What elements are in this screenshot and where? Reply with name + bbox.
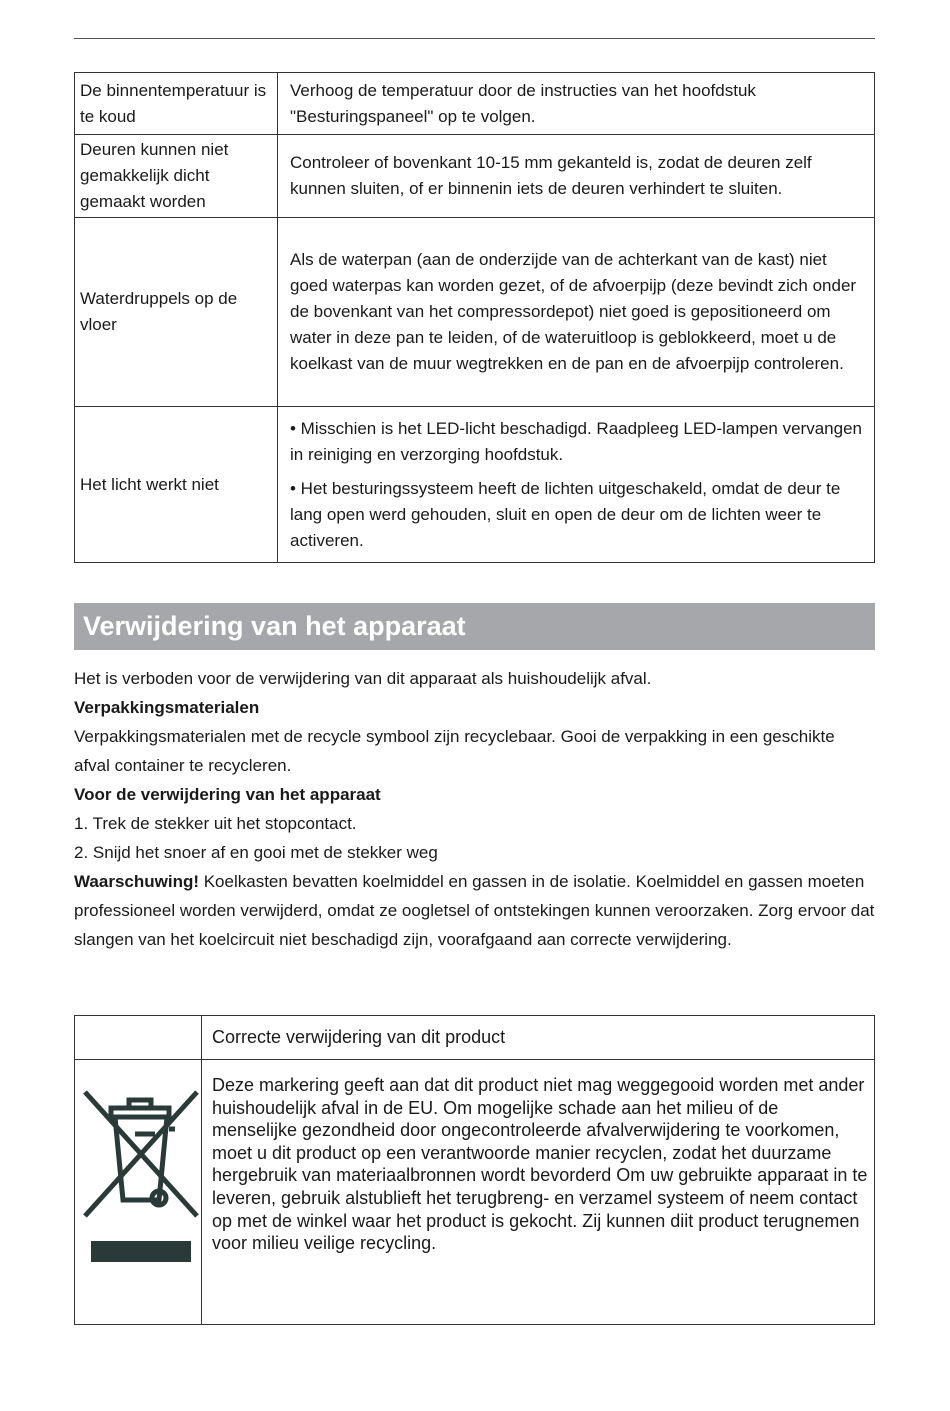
solution-text: • Het besturingssysteem heeft de lichten uitgeschakeld, omdat de deur te lang open werd gehouden, sluit en open de deur om de lichten weer te activeren. [290, 478, 841, 550]
disposal-section-body [74, 664, 875, 954]
weee-crossed-bin-icon [79, 1082, 199, 1262]
table-row [75, 218, 875, 407]
table-row [75, 407, 875, 563]
empty-header-cell [75, 1016, 202, 1060]
problem-cell: Het licht werkt niet [75, 407, 278, 563]
top-rule [74, 38, 875, 39]
warning-label: Waarschuwing! [74, 872, 199, 891]
problem-cell: Deuren kunnen niet gemakkelijk dicht gemaakt worden [75, 135, 278, 218]
warning-text: Koelkasten bevatten koelmiddel en gassen in de isolatie. Koelmiddel en gassen moeten professioneel worden verwijderd, omdat ze oogletsel of ontstekingen kunnen veroorzaken. Zorg ervoor dat slangen van het koelcircuit niet beschadigd zijn, voorafgaand aan correcte verwijdering. [74, 872, 875, 949]
packaging-heading: Verpakkingsmaterialen [74, 698, 260, 717]
table-row [75, 73, 875, 135]
section-header-bar [74, 603, 875, 650]
solution-text: Verhoog de temperatuur door de instructies van het hoofdstuk "Besturingspaneel" op te volgen. [290, 80, 756, 126]
solution-cell [278, 73, 875, 135]
intro-text: Het is verboden voor de verwijdering van dit apparaat als huishoudelijk afval. [74, 669, 652, 688]
troubleshooting-table [74, 72, 875, 563]
warning-paragraph [74, 867, 875, 954]
table-row [75, 1060, 875, 1325]
removal-heading: Voor de verwijdering van het apparaat [74, 785, 381, 804]
solution-cell [278, 135, 875, 218]
problem-cell: Waterdruppels op de vloer [75, 218, 278, 407]
solution-text: Controleer of bovenkant 10-15 mm gekanteld is, zodat de deuren zelf kunnen sluiten, of er binnenin iets de deuren verhindert te sluiten. [290, 153, 812, 198]
problem-cell: De binnentemperatuur is te koud [75, 73, 278, 135]
step-item: 2. Snijd het snoer af en gooi met de stekker weg [74, 843, 438, 862]
table-row [75, 1016, 875, 1060]
disposal-header-cell: Correcte verwijdering van dit product [202, 1016, 875, 1060]
icon-cell [75, 1060, 202, 1325]
solution-cell [278, 218, 875, 407]
section-title: Verwijdering van het apparaat [83, 611, 466, 641]
disposal-table [74, 1015, 875, 1325]
packaging-text: Verpakkingsmaterialen met de recycle symbool zijn recyclebaar. Gooi de verpakking in een geschikte afval container te recycleren. [74, 727, 835, 775]
solution-cell [278, 407, 875, 563]
solution-text: Als de waterpan (aan de onderzijde van de achterkant van de kast) niet goed waterpas kan worden gezet, of de afvoerpijp (deze bevindt zich onder de bovenkant van het compressordepot) niet goed is gepositioneerd om water in deze pan te leiden, of de wateruitloop is geblokkeerd, moet u de koelkast van de muur wegtrekken en de pan en de afvoerpijp controleren. [290, 250, 857, 373]
table-row [75, 135, 875, 218]
step-item: 1. Trek de stekker uit het stopcontact. [74, 814, 357, 833]
disposal-text-cell: Deze markering geeft aan dat dit product niet mag weggegooid worden met ander huishoudelijk afval in de EU. Om mogelijke schade aan het milieu of de menselijke gezondheid door ongecontroleerde afvalverwijdering te voorkomen, moet u dit product op een verantwoorde manier recyclen, zodat het duurzame hergebruik van materiaalbronnen wordt bevorderd Om uw gebruikte apparaat in te leveren, gebruik alstublieft het terugbreng- en verzamel systeem of neem contact op met de winkel waar het product is gekocht. Zij kunnen diit product terugnemen voor milieu veilige recycling. [202, 1060, 875, 1325]
solution-text: • Misschien is het LED-licht beschadigd. Raadpleeg LED-lampen vervangen in reiniging en verzorging hoofdstuk. [290, 418, 862, 464]
